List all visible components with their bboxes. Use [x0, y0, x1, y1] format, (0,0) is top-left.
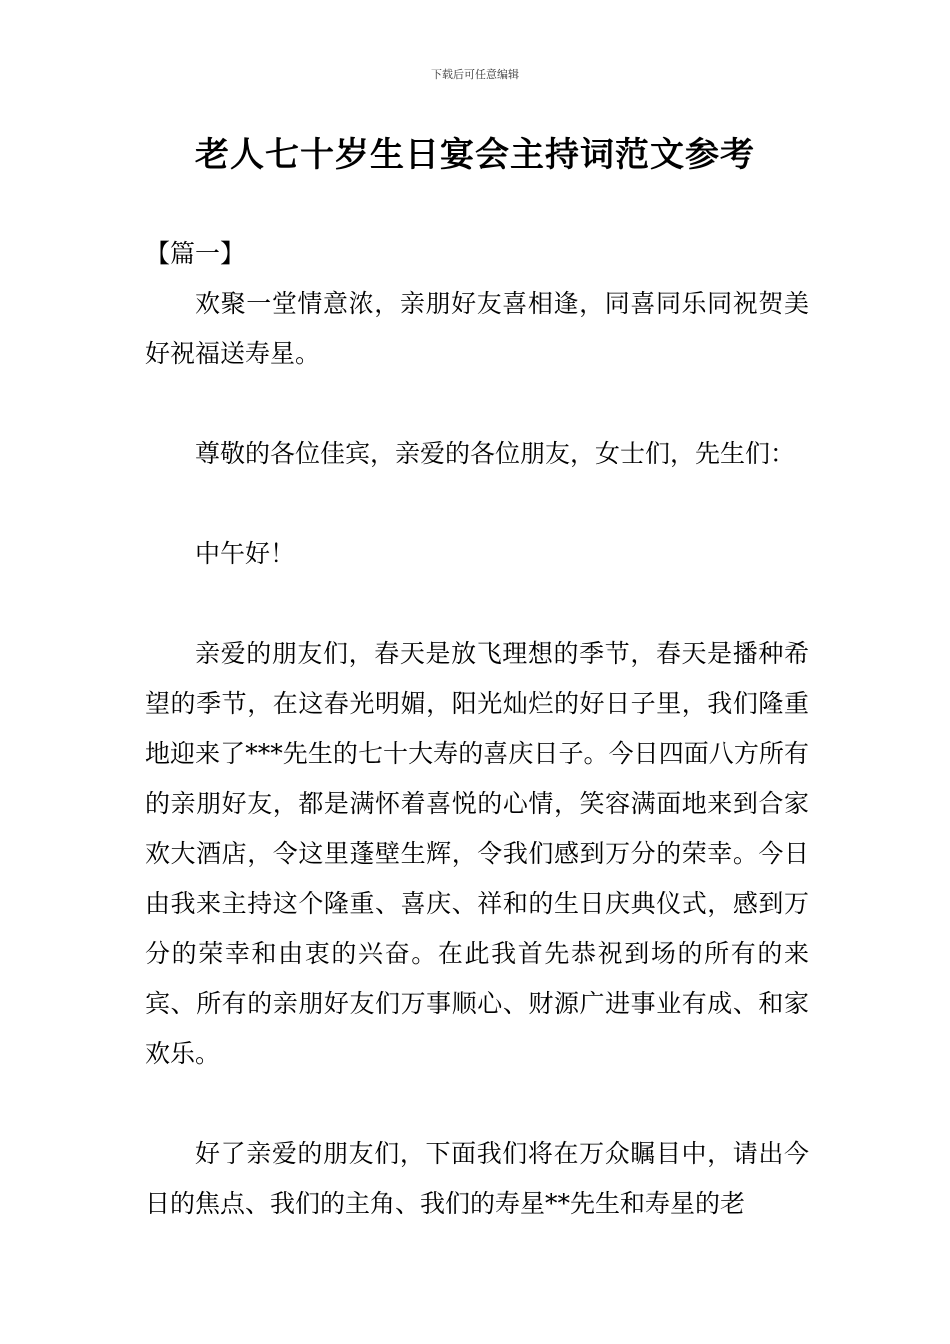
- paragraph-opening-remarks: 亲爱的朋友们，春天是放飞理想的季节，春天是播种希望的季节，在这春光明媚，阳光灿烂的好日子里，我们隆重地迎来了***先生的七十大寿的喜庆日子。今日四面八方所有的亲朋好友，都是满怀着喜悦的心情，笑容满面地来到合家欢大酒店，令这里蓬壁生辉，令我们感到万分的荣幸。今日由我来主持这个隆重、喜庆、祥和的生日庆典仪式，感到万分的荣幸和由衷的兴奋。在此我首先恭祝到场的所有的来宾、所有的亲朋好友们万事顺心、财源广进事业有成、和家欢乐。: [145, 639, 809, 1068]
- section-heading: 【篇一】: [145, 239, 246, 268]
- paragraph-salutation: 尊敬的各位佳宾，亲爱的各位朋友，女士们，先生们：: [195, 439, 796, 468]
- document-title: 老人七十岁生日宴会主持词范文参考: [195, 135, 755, 175]
- page-header-note: 下载后可任意编辑: [431, 68, 519, 81]
- document-body: [145, 229, 809, 1229]
- paragraph-good-noon: 中午好！: [195, 539, 296, 568]
- paragraph-introduce-honoree: 好了亲爱的朋友们，下面我们将在万众瞩目中，请出今日的焦点、我们的主角、我们的寿星**先生和寿星的老: [145, 1139, 809, 1218]
- paragraph-greeting-verse: 欢聚一堂情意浓，亲朋好友喜相逢，同喜同乐同祝贺美好祝福送寿星。: [145, 289, 809, 368]
